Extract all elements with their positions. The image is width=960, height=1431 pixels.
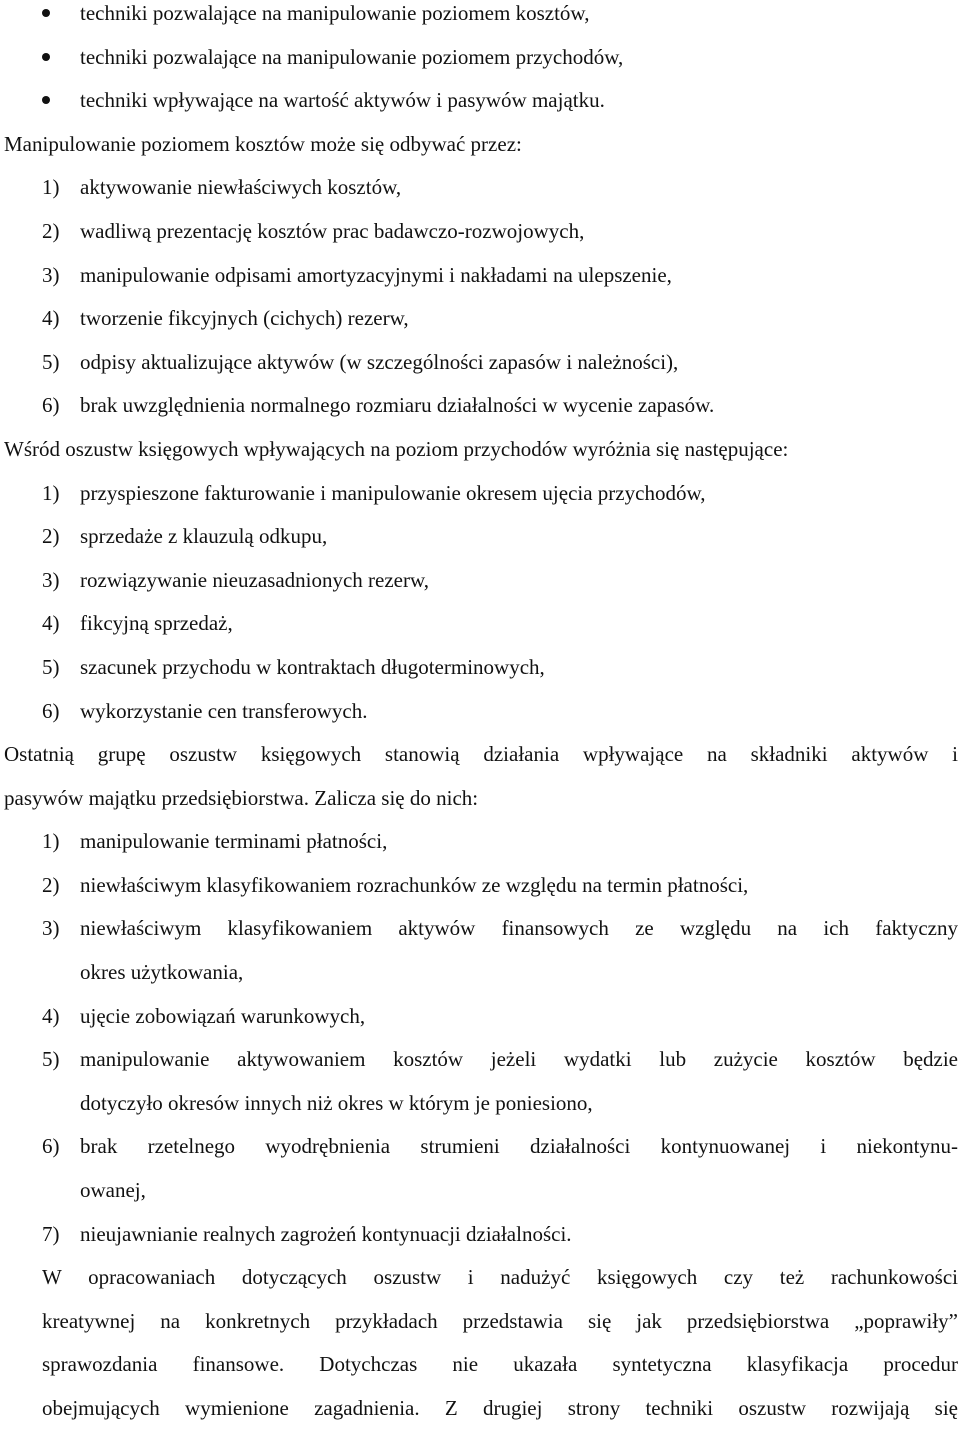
list-number: 6) (42, 393, 60, 418)
list-item-continuation: okres użytkowania, (80, 960, 244, 985)
list-number: 1) (42, 480, 60, 505)
list-number: 2) (42, 524, 60, 549)
list-number: 6) (42, 1134, 60, 1159)
list-text: wadliwą prezentację kosztów prac badawczo-rozwojowych, (80, 218, 585, 243)
list-text: manipulowanie aktywowaniem kosztów jeżeli wydatki lub zużycie kosztów będzie (80, 1047, 958, 1072)
list-text: fikcyjną sprzedaż, (80, 611, 233, 636)
list-item (0, 820, 958, 864)
list-item (0, 166, 958, 210)
section3-intro-line1: Ostatnią grupę oszustw księgowych stanowią działania wpływające na składniki aktywów i (4, 742, 958, 767)
closing-line: W opracowaniach dotyczących oszustw i nadużyć księgowych czy też rachunkowości (42, 1265, 958, 1290)
list-number: 1) (42, 829, 60, 854)
list-number: 3) (42, 567, 60, 592)
list-text: aktywowanie niewłaściwych kosztów, (80, 175, 402, 200)
list-text: brak rzetelnego wyodrębnienia strumieni działalności kontynuowanej i niekontynu- (80, 1134, 958, 1159)
list-number: 3) (42, 916, 60, 941)
list-number: 5) (42, 349, 60, 374)
list-item (0, 297, 958, 341)
list-item (0, 907, 958, 951)
closing-line: sprawozdania finansowe. Dotychczas nie ukazała syntetyczna klasyfikacja procedur (42, 1352, 958, 1377)
list-item (0, 690, 958, 734)
list-item (0, 384, 958, 428)
list-text: nieujawnianie realnych zagrożeń kontynuacji działalności. (80, 1221, 572, 1246)
list-text: tworzenie fikcyjnych (cichych) rezerw, (80, 306, 409, 331)
list-item (0, 602, 958, 646)
list-item-continuation: dotyczyło okresów innych niż okres w którym je poniesiono, (80, 1090, 593, 1115)
list-text: rozwiązywanie nieuzasadnionych rezerw, (80, 567, 430, 592)
list-number: 4) (42, 306, 60, 331)
list-item (0, 1038, 958, 1082)
list-item (0, 1213, 958, 1257)
list-text: niewłaściwym klasyfikowaniem rozrachunków ze względu na termin płatności, (80, 872, 749, 897)
list-item (0, 646, 958, 690)
bullet-item (0, 36, 958, 80)
list-item (0, 995, 958, 1039)
closing-line: kreatywnej na konkretnych przykładach przedstawia się jak przedsiębiorstwa „poprawiły” (42, 1308, 958, 1333)
list-number: 5) (42, 1047, 60, 1072)
bullet-item (0, 79, 958, 123)
list-number: 4) (42, 611, 60, 636)
bullet-icon (42, 53, 50, 61)
list-text: brak uwzględnienia normalnego rozmiaru działalności w wycenie zapasów. (80, 393, 715, 418)
list-text: przyspieszone fakturowanie i manipulowanie okresem ujęcia przychodów, (80, 480, 706, 505)
list-text: odpisy aktualizujące aktywów (w szczególności zapasów i należności), (80, 349, 679, 374)
bullet-item (0, 0, 958, 36)
list-number: 3) (42, 262, 60, 287)
list-text: ujęcie zobowiązań warunkowych, (80, 1003, 366, 1028)
list-item-continuation: owanej, (80, 1178, 146, 1203)
bullet-text: techniki pozwalające na manipulowanie poziomem kosztów, (80, 1, 590, 25)
list-item (0, 1125, 958, 1169)
list-number: 2) (42, 218, 60, 243)
list-text: szacunek przychodu w kontraktach długoterminowych, (80, 654, 545, 679)
bullet-text: techniki pozwalające na manipulowanie poziomem przychodów, (80, 44, 624, 69)
list-item (0, 254, 958, 298)
list-item (0, 864, 958, 908)
list-number: 1) (42, 175, 60, 200)
list-number: 4) (42, 1003, 60, 1028)
list-number: 7) (42, 1221, 60, 1246)
section3-intro-line2: pasywów majątku przedsiębiorstwa. Zalicza się do nich: (4, 785, 479, 810)
list-number: 5) (42, 654, 60, 679)
bullet-icon (42, 96, 50, 104)
list-item (0, 472, 958, 516)
list-number: 2) (42, 872, 60, 897)
bullet-icon (42, 9, 50, 17)
bullet-text: techniki wpływające na wartość aktywów i pasywów majątku. (80, 88, 605, 113)
list-text: niewłaściwym klasyfikowaniem aktywów finansowych ze względu na ich faktyczny (80, 916, 958, 941)
list-number: 6) (42, 698, 60, 723)
list-text: wykorzystanie cen transferowych. (80, 698, 368, 723)
list-item (0, 559, 958, 603)
list-text: manipulowanie odpisami amortyzacyjnymi i nakładami na ulepszenie, (80, 262, 672, 287)
list-text: sprzedaże z klauzulą odkupu, (80, 524, 328, 549)
list-item (0, 210, 958, 254)
list-item (0, 515, 958, 559)
section1-intro: Manipulowanie poziomem kosztów może się odbywać przez: (4, 131, 522, 156)
closing-line: obejmujących wymienione zagadnienia. Z drugiej strony techniki oszustw rozwijają się (42, 1396, 958, 1420)
list-item (0, 341, 958, 385)
section2-intro: Wśród oszustw księgowych wpływających na poziom przychodów wyróżnia się następujące: (4, 436, 789, 461)
list-text: manipulowanie terminami płatności, (80, 829, 388, 854)
